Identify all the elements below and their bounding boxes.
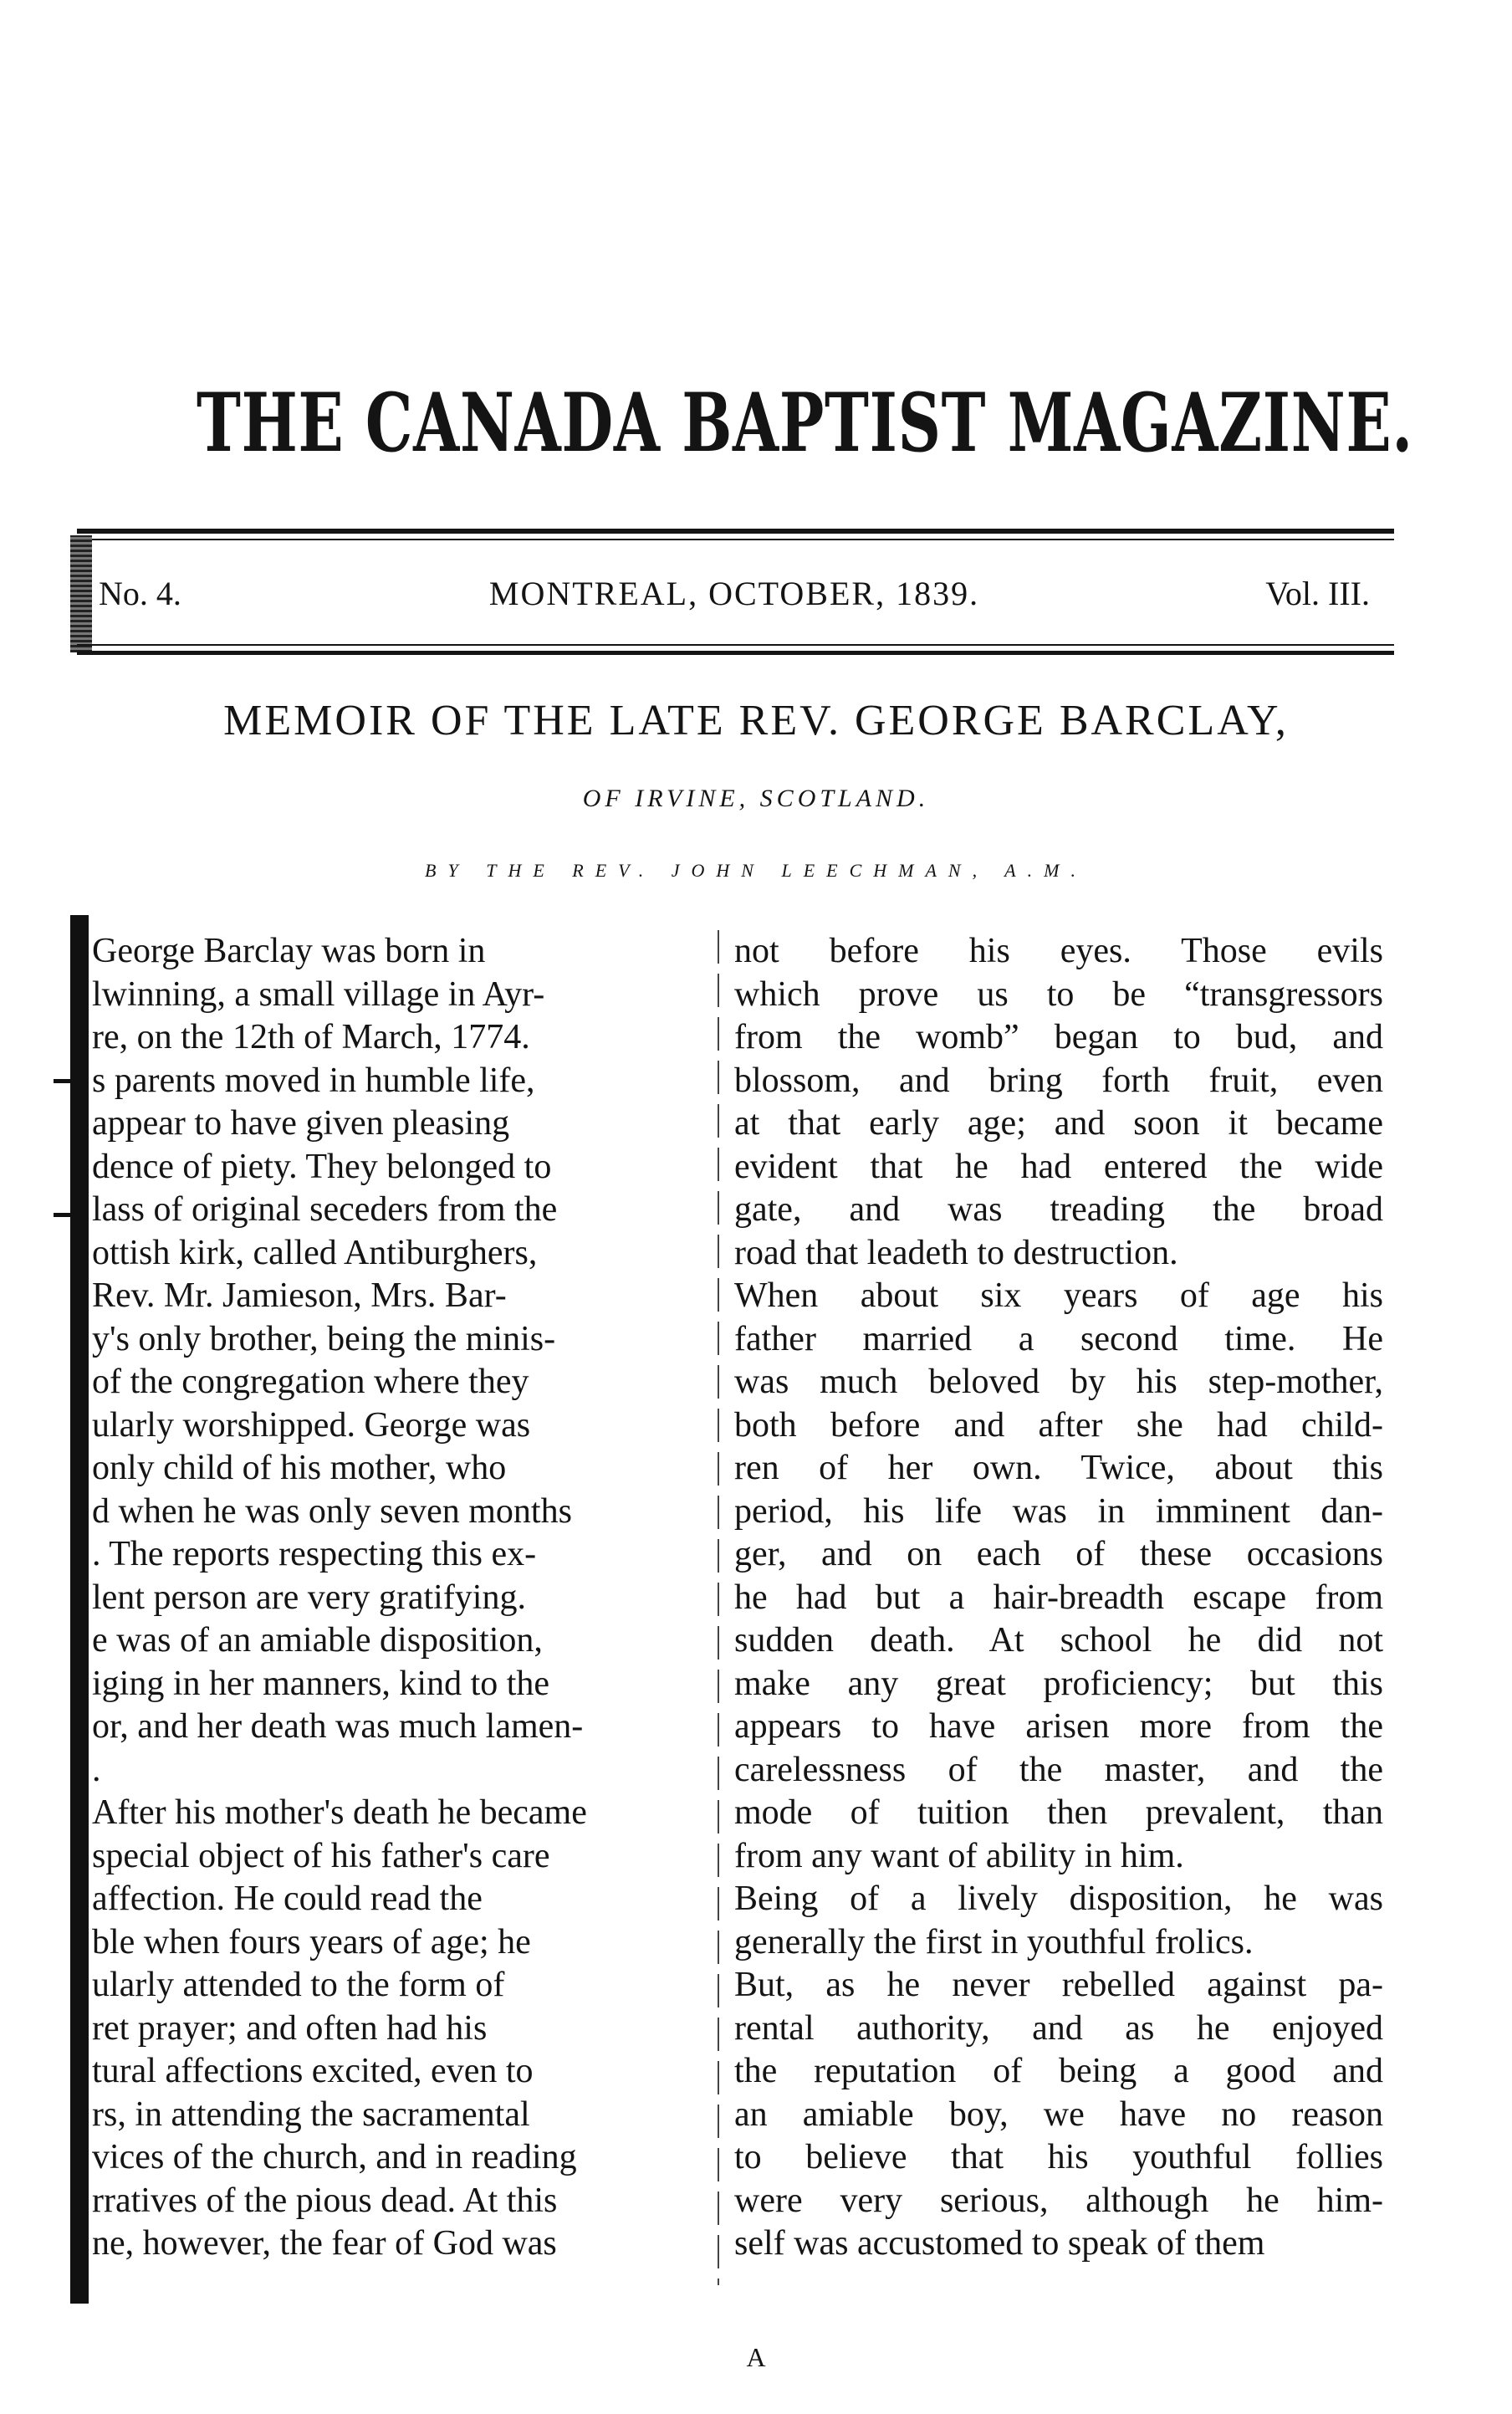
text-line: dence of piety. They belonged to xyxy=(92,1147,552,1186)
text-line: of the congregation where they xyxy=(92,1363,529,1401)
text-line: George Barclay was born in xyxy=(92,932,486,970)
text-line: the reputation of being a good and xyxy=(734,2052,1383,2090)
text-line: both before and after she had child- xyxy=(734,1405,1383,1445)
issue-place-date: MONTREAL, OCTOBER, 1839. xyxy=(488,575,980,612)
text-line: evident that he had entered the wide xyxy=(734,1147,1383,1186)
text-line: ularly worshipped. George was xyxy=(92,1405,531,1445)
issue-number: No. 4. xyxy=(99,575,181,612)
text-line: father married a second time. He xyxy=(734,1319,1383,1358)
text-line: d when he was only seven months xyxy=(92,1491,572,1531)
text-line: ble when fours years of age; he xyxy=(92,1922,531,1961)
text-line: rratives of the pious dead. At this xyxy=(92,2181,558,2220)
binding-tick xyxy=(54,1079,74,1083)
text-line: ottish kirk, called Antiburghers, xyxy=(92,1233,538,1272)
text-line: from any want of ability in him. xyxy=(734,1836,1184,1875)
text-line: . The reports respecting this ex- xyxy=(92,1535,537,1573)
text-line: s parents moved in humble life, xyxy=(92,1061,535,1100)
text-line: ret prayer; and often had his xyxy=(92,2008,488,2048)
text-line: carelessness of the master, and the xyxy=(734,1750,1383,1789)
header-bottom-rule-thin xyxy=(77,644,1394,646)
text-line: not before his eyes. Those evils xyxy=(734,932,1383,970)
header-bottom-rule xyxy=(77,651,1394,655)
header-top-rule-thin xyxy=(77,539,1394,540)
text-line: were very serious, although he him- xyxy=(734,2181,1383,2220)
text-line: make any great proficiency; but this xyxy=(734,1664,1383,1703)
text-line: he had but a hair-breadth escape from xyxy=(734,1578,1383,1617)
article-byline: BY THE REV. JOHN LEECHMAN, A.M. xyxy=(425,860,1087,881)
text-line: ularly attended to the form of xyxy=(92,1966,505,2004)
left-text-column xyxy=(92,930,702,2266)
text-line: or, and her death was much lamen- xyxy=(92,1707,584,1746)
text-line: Rev. Mr. Jamieson, Mrs. Bar- xyxy=(92,1276,507,1315)
issue-line xyxy=(99,569,1370,619)
text-line: ger, and on each of these occasions xyxy=(734,1535,1383,1573)
text-line: y's only brother, being the minis- xyxy=(92,1319,556,1358)
column-divider xyxy=(718,930,719,2285)
text-line: to believe that his youthful follies xyxy=(734,2138,1383,2176)
text-line: blossom, and bring forth fruit, even xyxy=(734,1061,1383,1100)
text-line: After his mother's death he became xyxy=(92,1793,587,1832)
header-top-rule xyxy=(77,529,1394,534)
text-line: tural affections excited, even to xyxy=(92,2052,534,2090)
text-line: vices of the church, and in reading xyxy=(92,2138,577,2176)
text-line: gate, and was treading the broad xyxy=(734,1190,1383,1229)
issue-volume: Vol. III. xyxy=(1265,575,1370,612)
text-line: lwinning, a small village in Ayr- xyxy=(92,974,545,1014)
article-title: MEMOIR OF THE LATE REV. GEORGE BARCLAY, xyxy=(223,697,1289,744)
text-line: special object of his father's care xyxy=(92,1836,550,1875)
text-line: generally the first in youthful frolics. xyxy=(734,1922,1254,1961)
text-line: from the womb” began to bud, and xyxy=(734,1018,1383,1056)
text-line: an amiable boy, we have no reason xyxy=(734,2094,1383,2134)
text-line: iging in her manners, kind to the xyxy=(92,1664,550,1703)
text-line: appears to have arisen more from the xyxy=(734,1707,1383,1746)
scan-edge-mark xyxy=(70,535,92,652)
magazine-masthead: THE CANADA BAPTIST MAGAZINE. xyxy=(197,376,1413,470)
text-line: at that early age; and soon it became xyxy=(734,1104,1383,1143)
text-line: rental authority, and as he enjoyed xyxy=(734,2008,1383,2048)
page-signature-mark: A xyxy=(746,2342,766,2372)
article-subtitle: OF IRVINE, SCOTLAND. xyxy=(582,785,930,812)
text-line: . xyxy=(92,1750,101,1789)
text-line: which prove us to be “transgressors xyxy=(734,974,1383,1014)
text-line: re, on the 12th of March, 1774. xyxy=(92,1018,530,1056)
text-line: road that leadeth to destruction. xyxy=(734,1233,1178,1272)
text-line: ne, however, the fear of God was xyxy=(92,2224,557,2263)
text-line: lent person are very gratifying. xyxy=(92,1578,526,1617)
text-line: e was of an amiable disposition, xyxy=(92,1621,543,1660)
text-line: Being of a lively disposition, he was xyxy=(734,1880,1383,1918)
text-line: period, his life was in imminent dan- xyxy=(734,1491,1383,1531)
text-line: But, as he never rebelled against pa- xyxy=(734,1966,1383,2004)
text-line: lass of original seceders from the xyxy=(92,1190,558,1229)
text-line: affection. He could read the xyxy=(92,1880,483,1918)
text-line: sudden death. At school he did not xyxy=(734,1621,1383,1660)
text-line: ren of her own. Twice, about this xyxy=(734,1449,1383,1487)
text-line: was much beloved by his step-mother, xyxy=(734,1363,1383,1401)
binding-tick xyxy=(54,1213,74,1217)
text-line: rs, in attending the sacramental xyxy=(92,2094,530,2134)
binding-shadow xyxy=(70,915,89,2304)
text-line: only child of his mother, who xyxy=(92,1449,507,1487)
text-line: mode of tuition then prevalent, than xyxy=(734,1793,1383,1832)
right-text-column xyxy=(734,930,1383,2266)
text-line: self was accustomed to speak of them xyxy=(734,2224,1265,2263)
text-line: appear to have given pleasing xyxy=(92,1104,510,1143)
text-line: When about six years of age his xyxy=(734,1276,1383,1315)
